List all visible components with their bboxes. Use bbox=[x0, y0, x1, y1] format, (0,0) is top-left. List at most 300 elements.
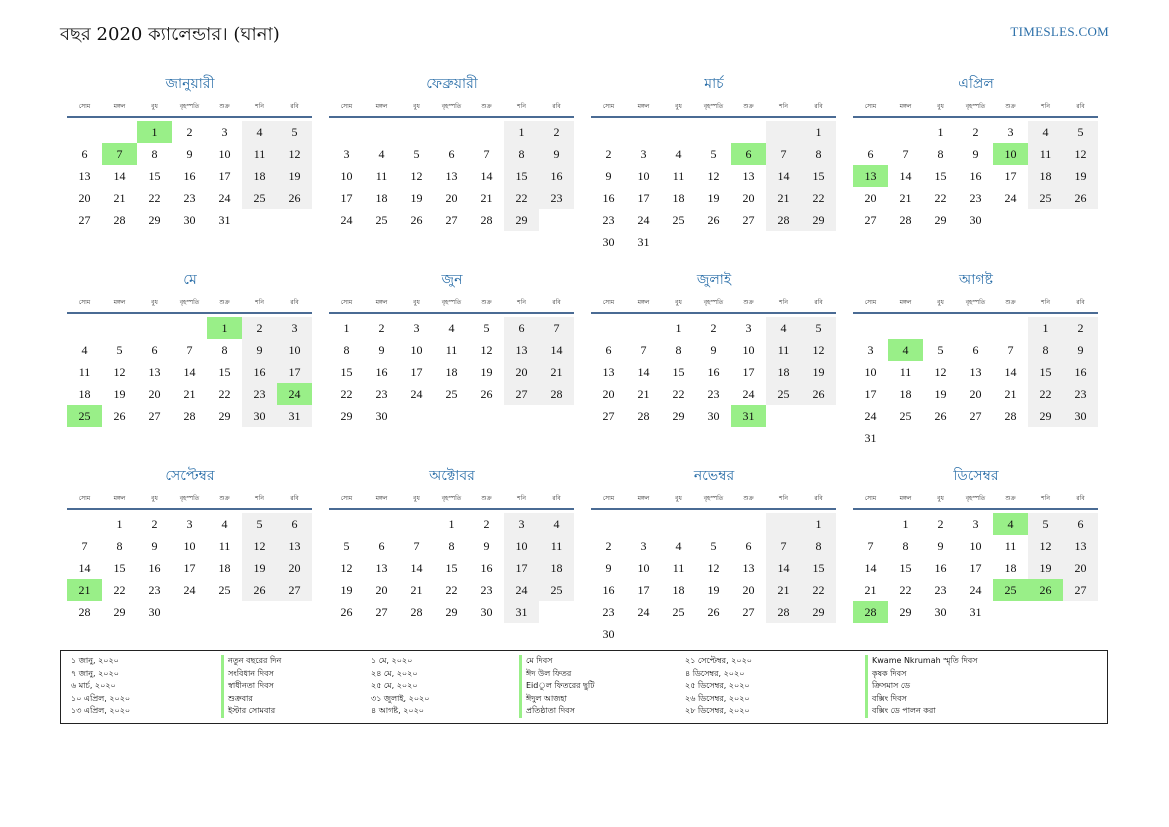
day-cell[interactable]: 13 bbox=[277, 535, 312, 557]
day-cell[interactable]: 18 bbox=[1004, 561, 1017, 575]
day-cell[interactable]: 24 bbox=[637, 213, 650, 227]
day-cell[interactable]: 31 bbox=[864, 431, 877, 445]
day-cell[interactable]: 18 bbox=[899, 387, 912, 401]
day-cell[interactable]: 27 bbox=[445, 213, 458, 227]
day-cell[interactable]: 28 bbox=[410, 605, 423, 619]
day-cell[interactable]: 6 bbox=[448, 147, 455, 161]
day-cell[interactable]: 7 bbox=[640, 343, 647, 357]
day-cell[interactable]: 12 bbox=[277, 143, 312, 165]
day-cell[interactable]: 11 bbox=[539, 535, 574, 557]
day-cell[interactable]: 28 bbox=[183, 409, 196, 423]
day-cell[interactable]: 9 bbox=[483, 539, 490, 553]
day-cell[interactable]: 21 bbox=[637, 387, 650, 401]
day-cell[interactable]: 25 bbox=[766, 383, 801, 405]
day-cell[interactable]: 5 bbox=[710, 147, 717, 161]
day-cell[interactable]: 6 bbox=[378, 539, 385, 553]
day-cell[interactable]: 8 bbox=[151, 147, 158, 161]
day-cell[interactable]: 19 bbox=[1063, 165, 1098, 187]
day-cell[interactable]: 27 bbox=[375, 605, 388, 619]
day-cell[interactable]: 24 bbox=[340, 213, 353, 227]
day-cell[interactable]: 21 bbox=[480, 191, 493, 205]
day-cell[interactable]: 7 bbox=[902, 147, 909, 161]
day-cell[interactable]: 22 bbox=[672, 387, 685, 401]
day-cell[interactable]: 1 bbox=[504, 121, 539, 143]
day-cell[interactable]: 29 bbox=[672, 409, 685, 423]
day-cell[interactable]: 22 bbox=[801, 187, 836, 209]
day-cell[interactable]: 14 bbox=[766, 557, 801, 579]
day-cell[interactable]: 1 bbox=[937, 125, 944, 139]
day-cell[interactable]: 31 bbox=[969, 605, 982, 619]
day-cell[interactable]: 13 bbox=[1063, 535, 1098, 557]
day-cell[interactable]: 7 bbox=[766, 535, 801, 557]
day-cell[interactable]: 20 bbox=[445, 191, 458, 205]
day-cell[interactable]: 7 bbox=[1007, 343, 1014, 357]
day-cell[interactable]: 1 bbox=[675, 321, 682, 335]
day-cell[interactable]: 16 bbox=[934, 561, 947, 575]
day-cell[interactable]: 21 bbox=[899, 191, 912, 205]
day-cell[interactable]: 31 bbox=[277, 405, 312, 427]
day-cell[interactable]: 19 bbox=[707, 191, 720, 205]
day-cell[interactable]: 10 bbox=[637, 561, 650, 575]
day-cell[interactable]: 20 bbox=[148, 387, 161, 401]
day-cell[interactable]: 30 bbox=[969, 213, 982, 227]
site-link[interactable]: TIMESLES.COM bbox=[1010, 24, 1109, 39]
day-cell[interactable]: 28 bbox=[766, 209, 801, 231]
day-cell[interactable]: 27 bbox=[277, 579, 312, 601]
day-cell[interactable]: 15 bbox=[899, 561, 912, 575]
day-cell[interactable]: 17 bbox=[969, 561, 982, 575]
day-cell[interactable]: 27 bbox=[742, 605, 755, 619]
day-cell[interactable]: 4 bbox=[221, 517, 228, 531]
day-cell[interactable]: 4 bbox=[242, 121, 277, 143]
day-cell[interactable]: 19 bbox=[340, 583, 353, 597]
day-cell[interactable]: 28 bbox=[853, 601, 888, 623]
day-cell[interactable]: 5 bbox=[116, 343, 123, 357]
day-cell[interactable]: 30 bbox=[602, 627, 615, 641]
day-cell[interactable]: 5 bbox=[710, 539, 717, 553]
day-cell[interactable]: 7 bbox=[186, 343, 193, 357]
day-cell[interactable]: 25 bbox=[993, 579, 1028, 601]
day-cell[interactable]: 10 bbox=[183, 539, 196, 553]
day-cell[interactable]: 12 bbox=[801, 339, 836, 361]
day-cell[interactable]: 14 bbox=[766, 165, 801, 187]
day-cell[interactable]: 25 bbox=[539, 579, 574, 601]
day-cell[interactable]: 16 bbox=[375, 365, 388, 379]
day-cell[interactable]: 14 bbox=[864, 561, 877, 575]
day-cell[interactable]: 16 bbox=[602, 583, 615, 597]
day-cell[interactable]: 1 bbox=[902, 517, 909, 531]
day-cell[interactable]: 7 bbox=[766, 143, 801, 165]
day-cell[interactable]: 5 bbox=[413, 147, 420, 161]
day-cell[interactable]: 16 bbox=[148, 561, 161, 575]
day-cell[interactable]: 16 bbox=[480, 561, 493, 575]
day-cell[interactable]: 31 bbox=[504, 601, 539, 623]
day-cell[interactable]: 9 bbox=[710, 343, 717, 357]
day-cell[interactable]: 28 bbox=[113, 213, 126, 227]
day-cell[interactable]: 13 bbox=[504, 339, 539, 361]
day-cell[interactable]: 19 bbox=[277, 165, 312, 187]
day-cell[interactable]: 12 bbox=[1028, 535, 1063, 557]
day-cell[interactable]: 31 bbox=[218, 213, 231, 227]
day-cell[interactable]: 8 bbox=[221, 343, 228, 357]
day-cell[interactable]: 7 bbox=[483, 147, 490, 161]
day-cell[interactable]: 1 bbox=[801, 121, 836, 143]
day-cell[interactable]: 21 bbox=[864, 583, 877, 597]
day-cell[interactable]: 14 bbox=[78, 561, 91, 575]
day-cell[interactable]: 10 bbox=[277, 339, 312, 361]
day-cell[interactable]: 25 bbox=[672, 213, 685, 227]
day-cell[interactable]: 18 bbox=[242, 165, 277, 187]
day-cell[interactable]: 3 bbox=[413, 321, 420, 335]
day-cell[interactable]: 6 bbox=[972, 343, 979, 357]
day-cell[interactable]: 29 bbox=[113, 605, 126, 619]
day-cell[interactable]: 29 bbox=[899, 605, 912, 619]
day-cell[interactable]: 21 bbox=[1004, 387, 1017, 401]
day-cell[interactable]: 18 bbox=[672, 583, 685, 597]
day-cell[interactable]: 15 bbox=[801, 557, 836, 579]
day-cell[interactable]: 13 bbox=[969, 365, 982, 379]
day-cell[interactable]: 17 bbox=[742, 365, 755, 379]
day-cell[interactable]: 25 bbox=[375, 213, 388, 227]
day-cell[interactable]: 19 bbox=[410, 191, 423, 205]
day-cell[interactable]: 24 bbox=[864, 409, 877, 423]
day-cell[interactable]: 1 bbox=[137, 121, 172, 143]
day-cell[interactable]: 15 bbox=[934, 169, 947, 183]
day-cell[interactable]: 29 bbox=[1028, 405, 1063, 427]
day-cell[interactable]: 20 bbox=[742, 583, 755, 597]
day-cell[interactable]: 19 bbox=[113, 387, 126, 401]
day-cell[interactable]: 4 bbox=[378, 147, 385, 161]
day-cell[interactable]: 18 bbox=[375, 191, 388, 205]
day-cell[interactable]: 3 bbox=[640, 147, 647, 161]
day-cell[interactable]: 24 bbox=[277, 383, 312, 405]
day-cell[interactable]: 21 bbox=[113, 191, 126, 205]
day-cell[interactable]: 17 bbox=[637, 583, 650, 597]
day-cell[interactable]: 30 bbox=[183, 213, 196, 227]
day-cell[interactable]: 26 bbox=[113, 409, 126, 423]
day-cell[interactable]: 18 bbox=[766, 361, 801, 383]
day-cell[interactable]: 6 bbox=[504, 317, 539, 339]
day-cell[interactable]: 26 bbox=[480, 387, 493, 401]
day-cell[interactable]: 7 bbox=[81, 539, 88, 553]
day-cell[interactable]: 28 bbox=[539, 383, 574, 405]
day-cell[interactable]: 2 bbox=[242, 317, 277, 339]
day-cell[interactable]: 30 bbox=[707, 409, 720, 423]
day-cell[interactable]: 20 bbox=[277, 557, 312, 579]
day-cell[interactable]: 16 bbox=[183, 169, 196, 183]
day-cell[interactable]: 9 bbox=[186, 147, 193, 161]
day-cell[interactable]: 28 bbox=[78, 605, 91, 619]
day-cell[interactable]: 2 bbox=[710, 321, 717, 335]
day-cell[interactable]: 22 bbox=[148, 191, 161, 205]
day-cell[interactable]: 11 bbox=[78, 365, 91, 379]
day-cell[interactable]: 11 bbox=[242, 143, 277, 165]
day-cell[interactable]: 20 bbox=[602, 387, 615, 401]
day-cell[interactable]: 24 bbox=[183, 583, 196, 597]
day-cell[interactable]: 28 bbox=[766, 601, 801, 623]
day-cell[interactable]: 3 bbox=[343, 147, 350, 161]
day-cell[interactable]: 11 bbox=[672, 169, 685, 183]
day-cell[interactable]: 6 bbox=[81, 147, 88, 161]
day-cell[interactable]: 12 bbox=[113, 365, 126, 379]
day-cell[interactable]: 30 bbox=[1063, 405, 1098, 427]
day-cell[interactable]: 25 bbox=[672, 605, 685, 619]
day-cell[interactable]: 4 bbox=[675, 539, 682, 553]
day-cell[interactable]: 3 bbox=[640, 539, 647, 553]
day-cell[interactable]: 5 bbox=[1063, 121, 1098, 143]
day-cell[interactable]: 28 bbox=[1004, 409, 1017, 423]
day-cell[interactable]: 1 bbox=[448, 517, 455, 531]
day-cell[interactable]: 7 bbox=[539, 317, 574, 339]
day-cell[interactable]: 23 bbox=[1063, 383, 1098, 405]
day-cell[interactable]: 4 bbox=[675, 147, 682, 161]
day-cell[interactable]: 23 bbox=[602, 605, 615, 619]
day-cell[interactable]: 27 bbox=[1063, 579, 1098, 601]
day-cell[interactable]: 21 bbox=[766, 187, 801, 209]
day-cell[interactable]: 13 bbox=[375, 561, 388, 575]
day-cell[interactable]: 24 bbox=[742, 387, 755, 401]
day-cell[interactable]: 13 bbox=[742, 169, 755, 183]
day-cell[interactable]: 9 bbox=[539, 143, 574, 165]
day-cell[interactable]: 23 bbox=[480, 583, 493, 597]
day-cell[interactable]: 3 bbox=[504, 513, 539, 535]
day-cell[interactable]: 30 bbox=[148, 605, 161, 619]
day-cell[interactable]: 2 bbox=[539, 121, 574, 143]
day-cell[interactable]: 18 bbox=[78, 387, 91, 401]
day-cell[interactable]: 15 bbox=[801, 165, 836, 187]
day-cell[interactable]: 8 bbox=[343, 343, 350, 357]
day-cell[interactable]: 2 bbox=[937, 517, 944, 531]
day-cell[interactable]: 22 bbox=[340, 387, 353, 401]
day-cell[interactable]: 29 bbox=[445, 605, 458, 619]
day-cell[interactable]: 16 bbox=[602, 191, 615, 205]
day-cell[interactable]: 3 bbox=[221, 125, 228, 139]
day-cell[interactable]: 27 bbox=[504, 383, 539, 405]
day-cell[interactable]: 13 bbox=[445, 169, 458, 183]
day-cell[interactable]: 5 bbox=[937, 343, 944, 357]
day-cell[interactable]: 26 bbox=[242, 579, 277, 601]
day-cell[interactable]: 19 bbox=[707, 583, 720, 597]
day-cell[interactable]: 24 bbox=[410, 387, 423, 401]
day-cell[interactable]: 14 bbox=[1004, 365, 1017, 379]
day-cell[interactable]: 8 bbox=[801, 535, 836, 557]
day-cell[interactable]: 14 bbox=[113, 169, 126, 183]
day-cell[interactable]: 2 bbox=[483, 517, 490, 531]
day-cell[interactable]: 5 bbox=[343, 539, 350, 553]
day-cell[interactable]: 2 bbox=[151, 517, 158, 531]
day-cell[interactable]: 22 bbox=[801, 579, 836, 601]
day-cell[interactable]: 1 bbox=[343, 321, 350, 335]
day-cell[interactable]: 18 bbox=[539, 557, 574, 579]
day-cell[interactable]: 25 bbox=[242, 187, 277, 209]
day-cell[interactable]: 18 bbox=[1028, 165, 1063, 187]
day-cell[interactable]: 22 bbox=[113, 583, 126, 597]
day-cell[interactable]: 6 bbox=[867, 147, 874, 161]
day-cell[interactable]: 15 bbox=[504, 165, 539, 187]
day-cell[interactable]: 3 bbox=[867, 343, 874, 357]
day-cell[interactable]: 6 bbox=[1063, 513, 1098, 535]
day-cell[interactable]: 25 bbox=[445, 387, 458, 401]
day-cell[interactable]: 12 bbox=[707, 561, 720, 575]
day-cell[interactable]: 9 bbox=[972, 147, 979, 161]
day-cell[interactable]: 6 bbox=[605, 343, 612, 357]
day-cell[interactable]: 25 bbox=[899, 409, 912, 423]
day-cell[interactable]: 22 bbox=[1028, 383, 1063, 405]
day-cell[interactable]: 5 bbox=[801, 317, 836, 339]
day-cell[interactable]: 27 bbox=[742, 213, 755, 227]
day-cell[interactable]: 20 bbox=[78, 191, 91, 205]
day-cell[interactable]: 17 bbox=[410, 365, 423, 379]
day-cell[interactable]: 10 bbox=[340, 169, 353, 183]
day-cell[interactable]: 4 bbox=[888, 339, 923, 361]
day-cell[interactable]: 23 bbox=[602, 213, 615, 227]
day-cell[interactable]: 25 bbox=[218, 583, 231, 597]
day-cell[interactable]: 12 bbox=[242, 535, 277, 557]
day-cell[interactable]: 26 bbox=[1063, 187, 1098, 209]
day-cell[interactable]: 14 bbox=[539, 339, 574, 361]
day-cell[interactable]: 8 bbox=[801, 143, 836, 165]
day-cell[interactable]: 4 bbox=[993, 513, 1028, 535]
day-cell[interactable]: 2 bbox=[605, 147, 612, 161]
day-cell[interactable]: 7 bbox=[413, 539, 420, 553]
day-cell[interactable]: 12 bbox=[707, 169, 720, 183]
day-cell[interactable]: 8 bbox=[116, 539, 123, 553]
day-cell[interactable]: 23 bbox=[148, 583, 161, 597]
day-cell[interactable]: 11 bbox=[218, 539, 231, 553]
day-cell[interactable]: 19 bbox=[1028, 557, 1063, 579]
day-cell[interactable]: 5 bbox=[242, 513, 277, 535]
day-cell[interactable]: 25 bbox=[67, 405, 102, 427]
day-cell[interactable]: 11 bbox=[1004, 539, 1017, 553]
day-cell[interactable]: 10 bbox=[742, 343, 755, 357]
day-cell[interactable]: 10 bbox=[969, 539, 982, 553]
day-cell[interactable]: 23 bbox=[969, 191, 982, 205]
day-cell[interactable]: 16 bbox=[242, 361, 277, 383]
day-cell[interactable]: 11 bbox=[445, 343, 458, 357]
day-cell[interactable]: 26 bbox=[707, 213, 720, 227]
day-cell[interactable]: 27 bbox=[969, 409, 982, 423]
day-cell[interactable]: 6 bbox=[745, 539, 752, 553]
day-cell[interactable]: 3 bbox=[745, 321, 752, 335]
day-cell[interactable]: 17 bbox=[183, 561, 196, 575]
day-cell[interactable]: 9 bbox=[605, 561, 612, 575]
day-cell[interactable]: 27 bbox=[602, 409, 615, 423]
day-cell[interactable]: 23 bbox=[934, 583, 947, 597]
day-cell[interactable]: 13 bbox=[853, 165, 888, 187]
day-cell[interactable]: 22 bbox=[445, 583, 458, 597]
day-cell[interactable]: 7 bbox=[102, 143, 137, 165]
day-cell[interactable]: 10 bbox=[637, 169, 650, 183]
day-cell[interactable]: 23 bbox=[242, 383, 277, 405]
day-cell[interactable]: 10 bbox=[993, 143, 1028, 165]
day-cell[interactable]: 19 bbox=[242, 557, 277, 579]
day-cell[interactable]: 5 bbox=[277, 121, 312, 143]
day-cell[interactable]: 31 bbox=[731, 405, 766, 427]
day-cell[interactable]: 29 bbox=[504, 209, 539, 231]
day-cell[interactable]: 26 bbox=[340, 605, 353, 619]
day-cell[interactable]: 2 bbox=[1063, 317, 1098, 339]
day-cell[interactable]: 12 bbox=[340, 561, 353, 575]
day-cell[interactable]: 18 bbox=[445, 365, 458, 379]
day-cell[interactable]: 13 bbox=[148, 365, 161, 379]
day-cell[interactable]: 3 bbox=[972, 517, 979, 531]
day-cell[interactable]: 16 bbox=[1063, 361, 1098, 383]
day-cell[interactable]: 18 bbox=[218, 561, 231, 575]
day-cell[interactable]: 10 bbox=[218, 147, 231, 161]
day-cell[interactable]: 17 bbox=[864, 387, 877, 401]
day-cell[interactable]: 18 bbox=[672, 191, 685, 205]
day-cell[interactable]: 19 bbox=[801, 361, 836, 383]
day-cell[interactable]: 15 bbox=[445, 561, 458, 575]
day-cell[interactable]: 28 bbox=[637, 409, 650, 423]
day-cell[interactable]: 27 bbox=[148, 409, 161, 423]
day-cell[interactable]: 24 bbox=[218, 191, 231, 205]
day-cell[interactable]: 9 bbox=[151, 539, 158, 553]
day-cell[interactable]: 29 bbox=[801, 209, 836, 231]
day-cell[interactable]: 13 bbox=[78, 169, 91, 183]
day-cell[interactable]: 15 bbox=[218, 365, 231, 379]
day-cell[interactable]: 21 bbox=[410, 583, 423, 597]
day-cell[interactable]: 4 bbox=[539, 513, 574, 535]
day-cell[interactable]: 24 bbox=[969, 583, 982, 597]
day-cell[interactable]: 20 bbox=[742, 191, 755, 205]
day-cell[interactable]: 9 bbox=[242, 339, 277, 361]
day-cell[interactable]: 17 bbox=[637, 191, 650, 205]
day-cell[interactable]: 24 bbox=[1004, 191, 1017, 205]
day-cell[interactable]: 16 bbox=[707, 365, 720, 379]
day-cell[interactable]: 14 bbox=[480, 169, 493, 183]
day-cell[interactable]: 12 bbox=[410, 169, 423, 183]
day-cell[interactable]: 21 bbox=[539, 361, 574, 383]
day-cell[interactable]: 4 bbox=[81, 343, 88, 357]
day-cell[interactable]: 23 bbox=[707, 387, 720, 401]
day-cell[interactable]: 22 bbox=[504, 187, 539, 209]
day-cell[interactable]: 26 bbox=[801, 383, 836, 405]
day-cell[interactable]: 24 bbox=[637, 605, 650, 619]
day-cell[interactable]: 15 bbox=[113, 561, 126, 575]
day-cell[interactable]: 26 bbox=[410, 213, 423, 227]
day-cell[interactable]: 17 bbox=[277, 361, 312, 383]
day-cell[interactable]: 2 bbox=[605, 539, 612, 553]
day-cell[interactable]: 23 bbox=[183, 191, 196, 205]
day-cell[interactable]: 4 bbox=[448, 321, 455, 335]
day-cell[interactable]: 10 bbox=[504, 535, 539, 557]
day-cell[interactable]: 1 bbox=[801, 513, 836, 535]
day-cell[interactable]: 20 bbox=[864, 191, 877, 205]
day-cell[interactable]: 5 bbox=[483, 321, 490, 335]
day-cell[interactable]: 8 bbox=[902, 539, 909, 553]
day-cell[interactable]: 15 bbox=[148, 169, 161, 183]
day-cell[interactable]: 1 bbox=[116, 517, 123, 531]
day-cell[interactable]: 29 bbox=[934, 213, 947, 227]
day-cell[interactable]: 26 bbox=[277, 187, 312, 209]
day-cell[interactable]: 6 bbox=[151, 343, 158, 357]
day-cell[interactable]: 9 bbox=[378, 343, 385, 357]
day-cell[interactable]: 26 bbox=[1028, 579, 1063, 601]
day-cell[interactable]: 22 bbox=[934, 191, 947, 205]
day-cell[interactable]: 25 bbox=[1028, 187, 1063, 209]
day-cell[interactable]: 15 bbox=[1028, 361, 1063, 383]
day-cell[interactable]: 15 bbox=[340, 365, 353, 379]
day-cell[interactable]: 22 bbox=[218, 387, 231, 401]
day-cell[interactable]: 8 bbox=[448, 539, 455, 553]
day-cell[interactable]: 3 bbox=[277, 317, 312, 339]
day-cell[interactable]: 23 bbox=[539, 187, 574, 209]
day-cell[interactable]: 28 bbox=[899, 213, 912, 227]
day-cell[interactable]: 23 bbox=[375, 387, 388, 401]
day-cell[interactable]: 21 bbox=[67, 579, 102, 601]
day-cell[interactable]: 14 bbox=[183, 365, 196, 379]
